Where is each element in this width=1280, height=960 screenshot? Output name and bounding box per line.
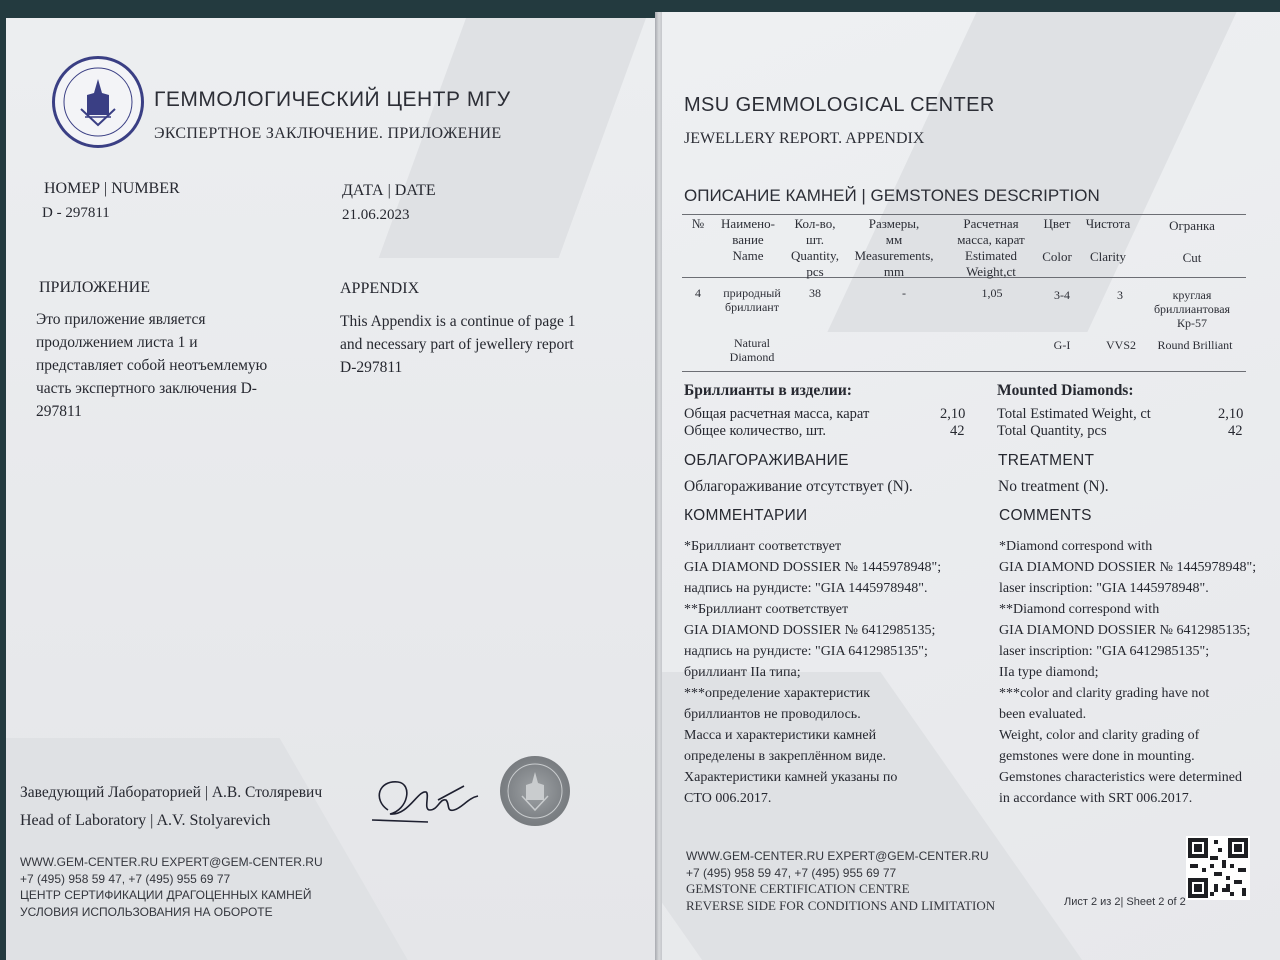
- comment-line-ru: надпись на рундисте: "GIA 1445978948".: [684, 581, 928, 596]
- td-name-en: Natural Diamond: [729, 336, 775, 364]
- comment-line-ru: Характеристики камней указаны по: [684, 770, 898, 785]
- total-qty-value-ru: 42: [950, 423, 965, 439]
- td-color: 3-4: [1054, 288, 1070, 302]
- comment-line-en: Weight, color and clarity grading of: [999, 728, 1200, 743]
- reverse-side-note: REVERSE SIDE FOR CONDITIONS AND LIMITATION: [686, 897, 996, 913]
- msu-logo-icon: [52, 56, 144, 148]
- comments-heading-ru: КОММЕНТАРИИ: [684, 507, 808, 524]
- gemstones-section-title: ОПИСАНИЕ КАМНЕЙ | GEMSTONES DESCRIPTION: [684, 186, 1100, 205]
- report-subtitle-en: JEWELLERY REPORT. APPENDIX: [684, 130, 925, 147]
- date-label: ДАТА | DATE: [342, 182, 436, 199]
- number-value: D - 297811: [42, 205, 110, 221]
- comment-line-ru: GIA DIAMOND DOSSIER № 6412985135;: [684, 623, 936, 638]
- total-qty-label-ru: Общее количество, шт.: [684, 423, 827, 439]
- comment-line-ru: надпись на рундисте: "GIA 6412985135";: [684, 644, 928, 659]
- conditions-note: УСЛОВИЯ ИСПОЛЬЗОВАНИЯ НА ОБОРОТЕ: [20, 904, 273, 919]
- th-weight: Расчетная масса, карат Estimated Weight,ct: [957, 216, 1025, 279]
- appendix-ru-line: Это приложение является: [36, 311, 206, 328]
- comment-line-en: ***color and clarity grading have not: [999, 686, 1210, 701]
- website-email: WWW.GEM-CENTER.RU EXPERT@GEM-CENTER.RU: [20, 855, 323, 869]
- comment-line-en: GIA DIAMOND DOSSIER № 6412985135;: [999, 623, 1251, 638]
- appendix-ru-line: представляет собой неотъемлемую: [36, 357, 268, 374]
- watermark-shape: [827, 12, 1236, 332]
- th-cut-ru: Огранка: [1169, 218, 1215, 233]
- right-page: [662, 12, 1280, 960]
- left-footer: [20, 854, 323, 920]
- head-of-lab-en: Head of Laboratory | A.V. Stolyarevich: [20, 812, 271, 829]
- center-name: ЦЕНТР СЕРТИФИКАЦИИ ДРАГОЦЕННЫХ КАМНЕЙ: [20, 888, 312, 902]
- td-cut-ru: круглая бриллиантовая Кр-57: [1153, 288, 1231, 330]
- total-weight-label-en: Total Estimated Weight, ct: [997, 406, 1151, 422]
- mounted-heading-ru: Бриллианты в изделии:: [684, 382, 852, 399]
- comment-line-ru: бриллиант IIa типа;: [684, 665, 801, 680]
- appendix-heading-en: APPENDIX: [340, 280, 420, 297]
- td-clarity-en: VVS2: [1105, 338, 1136, 352]
- table-top-rule: [682, 214, 1246, 215]
- th-number: №: [691, 216, 705, 231]
- th-color-ru: Цвет: [1043, 216, 1071, 231]
- treatment-heading-en: TREATMENT: [998, 452, 1095, 469]
- center-title-ru: ГЕММОЛОГИЧЕСКИЙ ЦЕНТР МГУ: [154, 88, 511, 111]
- seal-icon: [500, 756, 570, 826]
- total-weight-label-ru: Общая расчетная масса, карат: [684, 406, 870, 422]
- td-cut-en: Round Brilliant: [1157, 338, 1233, 352]
- comment-line-ru: СТО 006.2017.: [684, 791, 772, 806]
- report-subtitle-ru: ЭКСПЕРТНОЕ ЗАКЛЮЧЕНИЕ. ПРИЛОЖЕНИЕ: [154, 125, 502, 142]
- th-clarity-en: Clarity: [1089, 249, 1127, 264]
- certification-centre: GEMSTONE CERTIFICATION CENTRE: [686, 881, 910, 896]
- th-clarity-ru: Чистота: [1085, 216, 1131, 231]
- total-weight-value-ru: 2,10: [940, 406, 966, 422]
- signature-icon: [368, 770, 498, 830]
- td-number: 4: [695, 286, 701, 300]
- comment-line-en: been evaluated.: [999, 707, 1087, 722]
- td-weight: 1,05: [981, 286, 1003, 300]
- total-qty-label-en: Total Quantity, pcs: [997, 423, 1107, 439]
- comment-line-ru: Масса и характеристики камней: [684, 728, 877, 743]
- td-quantity: 38: [809, 286, 821, 300]
- comments-text-ru: [684, 536, 941, 809]
- comment-line-ru: **Бриллиант соответствует: [684, 602, 849, 617]
- appendix-en-line: D-297811: [340, 359, 403, 376]
- phones: +7 (495) 958 59 47, +7 (495) 955 69 77: [20, 871, 231, 886]
- th-color-en: Color: [1042, 249, 1072, 264]
- total-weight-value-en: 2,10: [1218, 406, 1244, 422]
- comment-line-ru: бриллиантов не проводилось.: [684, 707, 861, 722]
- comments-heading-en: COMMENTS: [999, 507, 1092, 524]
- appendix-text-en: [340, 310, 575, 379]
- total-qty-value-en: 42: [1228, 423, 1243, 439]
- comment-line-en: GIA DIAMOND DOSSIER № 1445978948";: [999, 560, 1257, 575]
- date-value: 21.06.2023: [342, 207, 410, 223]
- td-color-en: G-I: [1053, 338, 1071, 352]
- website-email: WWW.GEM-CENTER.RU EXPERT@GEM-CENTER.RU: [686, 849, 989, 863]
- right-footer: [686, 848, 995, 914]
- appendix-text-ru: [36, 308, 267, 423]
- comment-line-ru: *Бриллиант соответствует: [684, 539, 842, 554]
- appendix-ru-line: 297811: [36, 403, 82, 420]
- qr-code-icon: [1186, 836, 1250, 900]
- sheet-number: Лист 2 из 2| Sheet 2 of 2: [1064, 896, 1186, 908]
- comment-line-ru: определены в закреплённом виде.: [684, 749, 887, 764]
- comments-text-en: [999, 536, 1256, 809]
- appendix-ru-line: продолжением листа 1 и: [36, 334, 198, 351]
- appendix-en-line: and necessary part of jewellery report: [340, 336, 574, 353]
- treatment-text-en: No treatment (N).: [998, 478, 1109, 495]
- comment-line-en: in accordance with SRT 006.2017.: [999, 791, 1193, 806]
- appendix-en-line: This Appendix is a continue of page 1: [340, 313, 576, 330]
- th-name: Наимено- вание Name: [721, 216, 775, 263]
- treatment-text-ru: Облагораживание отсутствует (N).: [684, 478, 913, 495]
- comment-line-en: Gemstones characteristics were determined: [999, 770, 1242, 785]
- left-page: [6, 18, 656, 960]
- appendix-ru-line: часть экспертного заключения D-: [36, 380, 257, 397]
- comment-line-ru: GIA DIAMOND DOSSIER № 1445978948";: [684, 560, 942, 575]
- th-cut-en: Cut: [1182, 250, 1202, 265]
- treatment-heading-ru: ОБЛАГОРАЖИВАНИЕ: [684, 452, 849, 469]
- comment-line-en: IIa type diamond;: [999, 665, 1099, 680]
- watermark-shape: [6, 738, 412, 960]
- comment-line-en: laser inscription: "GIA 1445978948".: [999, 581, 1209, 596]
- comment-line-en: gemstones were done in mounting.: [999, 749, 1195, 764]
- td-clarity: 3: [1117, 288, 1123, 302]
- appendix-heading-ru: ПРИЛОЖЕНИЕ: [39, 279, 151, 296]
- td-measurements: -: [902, 286, 906, 300]
- center-title-en: MSU GEMMOLOGICAL CENTER: [684, 94, 995, 116]
- table-bottom-rule: [682, 371, 1246, 372]
- phones: +7 (495) 958 59 47, +7 (495) 955 69 77: [686, 865, 897, 880]
- number-label: НОМЕР | NUMBER: [44, 180, 180, 197]
- th-measurements: Размеры, мм Measurements, mm: [854, 216, 934, 279]
- comment-line-ru: ***определение характеристик: [684, 686, 871, 701]
- comment-line-en: *Diamond correspond with: [999, 539, 1153, 554]
- comment-line-en: laser inscription: "GIA 6412985135";: [999, 644, 1210, 659]
- mounted-heading-en: Mounted Diamonds:: [997, 382, 1134, 399]
- head-of-lab-ru: Заведующий Лабораторией | А.В. Столяревич: [20, 784, 323, 801]
- td-name-ru: природный бриллиант: [723, 286, 781, 314]
- th-quantity: Кол-во, шт. Quantity, pcs: [791, 216, 839, 279]
- comment-line-en: **Diamond correspond with: [999, 602, 1160, 617]
